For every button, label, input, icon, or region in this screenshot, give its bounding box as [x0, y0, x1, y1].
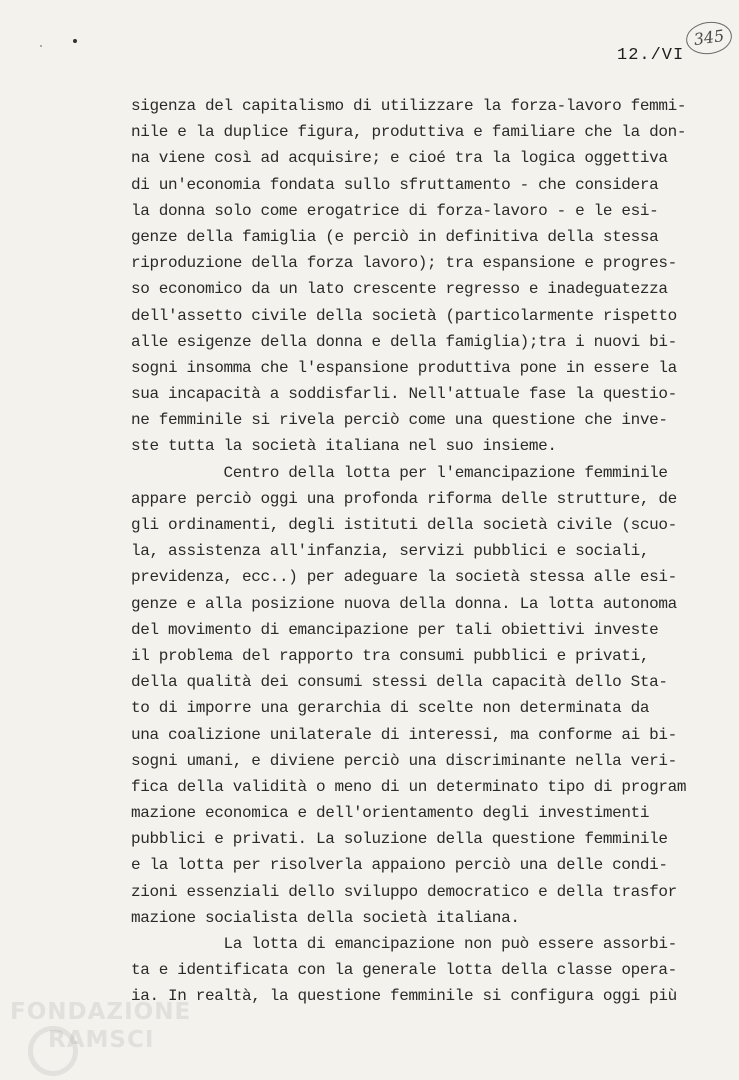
text-line: ste tutta la società italiana nel suo insieme. — [131, 437, 557, 456]
text-line: fica della validità o meno di un determinato tipo di program — [131, 777, 687, 796]
text-line: una coalizione unilaterale di interessi, ma conforme ai bi- — [131, 725, 677, 744]
text-line: genze della famiglia (e perciò in definitiva della stessa — [131, 227, 659, 246]
text-line: gli ordinamenti, degli istituti della società civile (scuo- — [131, 516, 677, 534]
margin-speck — [73, 39, 77, 43]
text-line: sua incapacità a soddisfarli. Nell'attuale fase la questio- — [131, 385, 677, 404]
margin-speck — [40, 45, 42, 47]
typed-text-body — [131, 93, 691, 1010]
watermark-line-2: RAMSCI — [48, 1027, 155, 1053]
text-line: alle esigenze della donna e della famiglia);tra i nuovi bi- — [131, 332, 677, 351]
text-line: riproduzione della forza lavoro); tra espansione e progres- — [131, 254, 677, 273]
text-line: na viene così ad acquisire; e cioé tra la logica oggettiva — [131, 149, 668, 168]
text-line: del movimento di emancipazione per tali obiettivi investe — [131, 620, 659, 639]
page-number: 12./VI — [617, 46, 685, 65]
text-line: mazione economica e dell'orientamento degli investimenti — [131, 804, 650, 823]
watermark — [10, 998, 191, 1054]
text-line: la, assistenza all'infanzia, servizi pubblici e sociali, — [131, 542, 650, 561]
text-line: mazione socialista della società italiana. — [131, 908, 520, 927]
text-line: appare perciò oggi una profonda riforma delle strutture, de — [131, 489, 677, 508]
text-line: il problema del rapporto tra consumi pubblici e privati, — [131, 646, 650, 665]
text-line: ta e identificata con la generale lotta della classe opera- — [131, 961, 677, 980]
watermark-line-1: FONDAZIONE — [10, 999, 192, 1025]
text-line: di un'economia fondata sullo sfruttamento - che considera — [131, 175, 659, 194]
text-line: so economico da un lato crescente regresso e inadeguatezza — [131, 280, 668, 299]
text-line: della qualità dei consumi stessi della capacità dello Sta- — [131, 673, 668, 692]
text-line: nile e la duplice figura, produttiva e familiare che la don- — [131, 123, 687, 142]
text-line: ne femminile si rivela perciò come una questione che inve- — [131, 411, 668, 430]
text-line: e la lotta per risolverla appaiono perciò una delle condi- — [131, 856, 668, 875]
text-line: sogni umani, e diviene perciò una discriminante nella veri- — [131, 751, 677, 770]
text-line: sogni insomma che l'espansione produttiva pone in essere la — [131, 358, 677, 377]
text-line: genze e alla posizione nuova della donna. La lotta autonoma — [131, 594, 677, 613]
text-line: ia. In realtà, la questione femminile si configura oggi più — [131, 987, 677, 1006]
text-line: Centro della lotta per l'emancipazione femminile — [131, 463, 668, 482]
archive-stamp: 345 — [684, 19, 734, 57]
text-line: to di imporre una gerarchia di scelte non determinata da — [131, 699, 650, 718]
text-line: sigenza del capitalismo di utilizzare la forza-lavoro femmi- — [131, 97, 687, 115]
text-line: zioni essenziali dello sviluppo democratico e della trasfor — [131, 882, 677, 901]
text-line: previdenza, ecc..) per adeguare la società stessa alle esi- — [131, 568, 677, 587]
text-line: dell'assetto civile della società (particolarmente rispetto — [131, 306, 677, 325]
text-line: pubblici e privati. La soluzione della questione femminile — [131, 830, 668, 849]
text-line: la donna solo come erogatrice di forza-lavoro - e le esi- — [131, 201, 659, 220]
text-line: La lotta di emancipazione non può essere assorbi- — [131, 935, 677, 953]
